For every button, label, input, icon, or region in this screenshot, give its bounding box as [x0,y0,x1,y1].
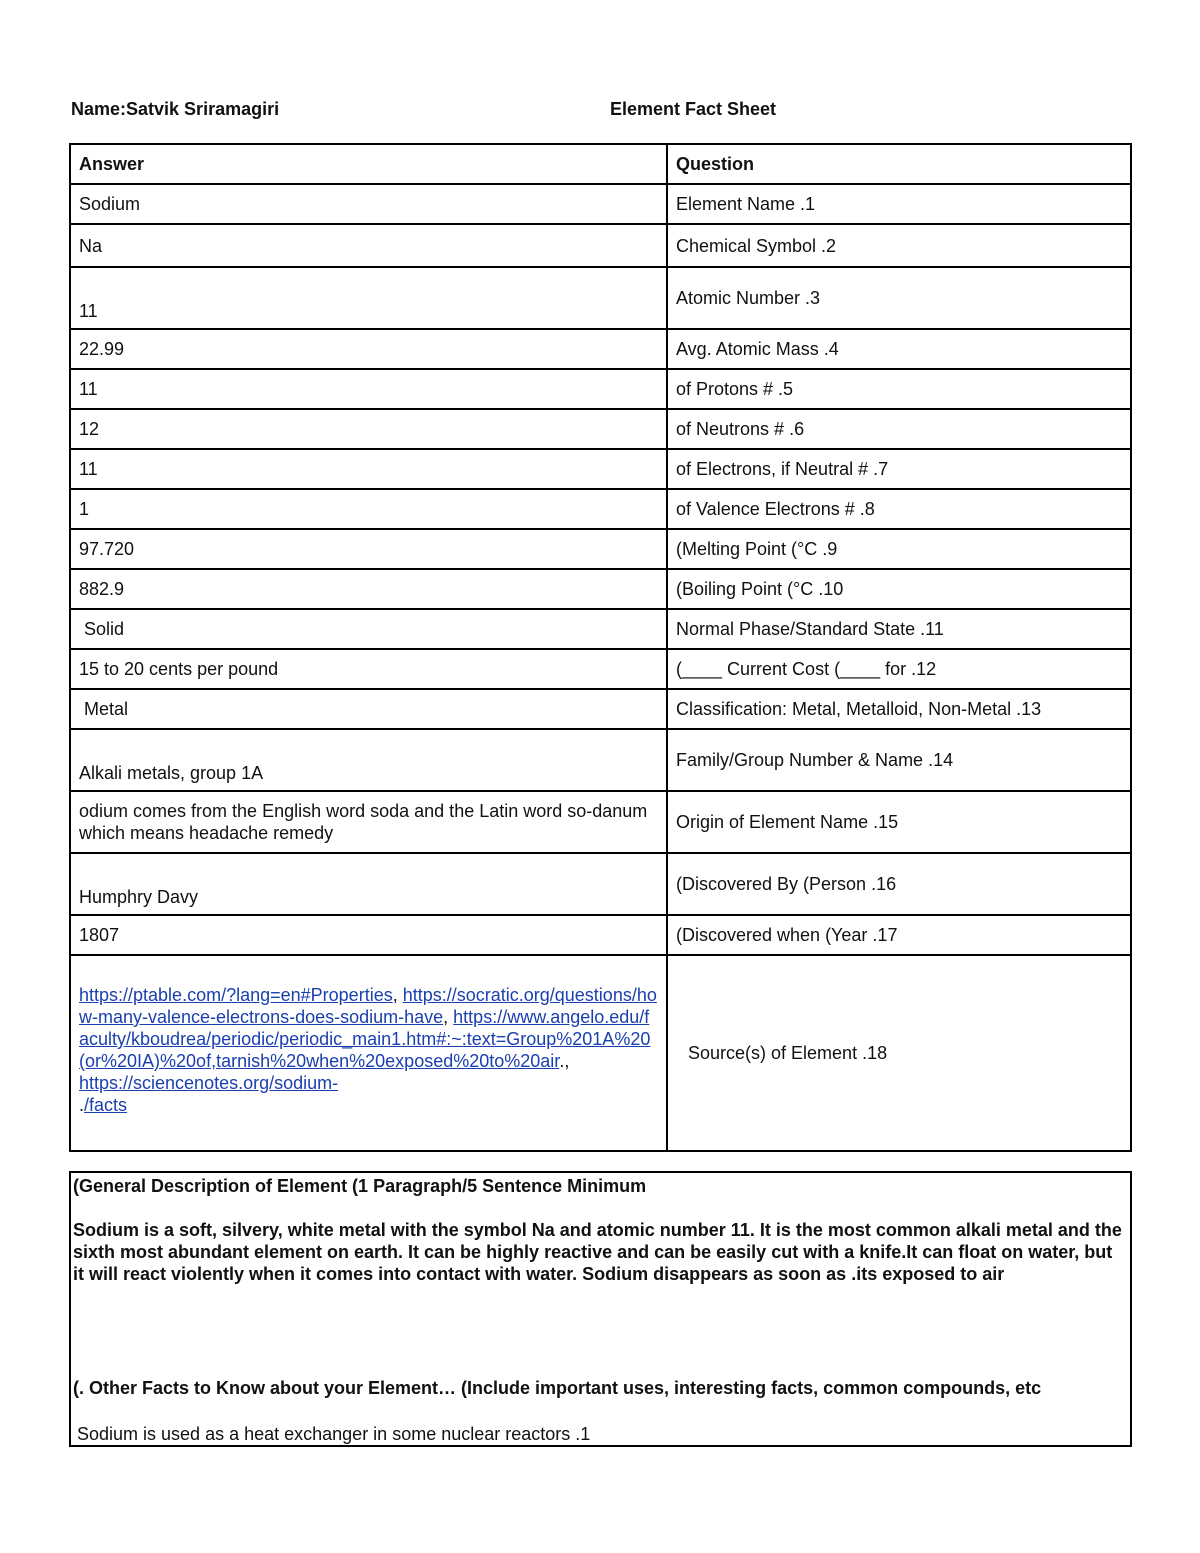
description-heading: (General Description of Element (1 Paragraph/5 Sentence Minimum [73,1176,647,1196]
table-row [70,609,1131,649]
table-row [70,184,1131,224]
answer-cell: 1 [70,489,667,529]
table-row [70,489,1131,529]
question-cell: Family/Group Number & Name .14 [667,729,1131,791]
table-row [70,409,1131,449]
table-row [70,853,1131,915]
answer-cell: 15 to 20 cents per pound [70,649,667,689]
answer-cell: 22.99 [70,329,667,369]
question-cell: (Melting Point (°C .9 [667,529,1131,569]
table-row [70,729,1131,791]
table-row [70,329,1131,369]
other-fact-item: Sodium is used as a heat exchanger in some nuclear reactors .1 [77,1424,591,1444]
question-cell: Source(s) of Element .18 [667,955,1131,1151]
question-cell: Classification: Metal, Metalloid, Non-Metal .13 [667,689,1131,729]
question-cell: (____ Current Cost (____ for .12 [667,649,1131,689]
answer-cell: 882.9 [70,569,667,609]
answer-cell: 11 [70,449,667,489]
table-row [70,369,1131,409]
question-cell: Normal Phase/Standard State .11 [667,609,1131,649]
question-cell: (Discovered when (Year .17 [667,915,1131,955]
answer-cell: 11 [70,369,667,409]
page-title: Element Fact Sheet [610,99,777,119]
answer-cell: Alkali metals, group 1A [70,729,667,791]
question-cell: (Discovered By (Person .16 [667,853,1131,915]
other-facts-heading: (. Other Facts to Know about your Element… (Include important uses, interesting facts, common compounds, etc [73,1378,1042,1398]
question-cell: Chemical Symbol .2 [667,224,1131,267]
table-row [70,569,1131,609]
fact-table [69,143,1132,1152]
answer-cell: 12 [70,409,667,449]
question-cell: Origin of Element Name .15 [667,791,1131,853]
answer-cell: 1807 [70,915,667,955]
question-cell: of Valence Electrons # .8 [667,489,1131,529]
question-cell: Avg. Atomic Mass .4 [667,329,1131,369]
source-link[interactable]: https://ptable.com/?lang=en#Properties [79,985,393,1005]
answer-cell: Solid [70,609,667,649]
answer-cell: Metal [70,689,667,729]
question-cell: of Electrons, if Neutral # .7 [667,449,1131,489]
table-row [70,649,1131,689]
answer-cell: Humphry Davy [70,853,667,915]
description-box [69,1171,1132,1447]
source-link[interactable]: https://www.angelo.edu/faculty/kboudrea/periodic/periodic_main1.htm#:~:text=Group%201A%20(or%20IA)%20of,tarnish%20when%20exposed%20to%20air [79,1007,651,1071]
question-column-header: Question [667,144,1131,184]
table-row [70,224,1131,267]
source-link[interactable]: /facts [84,1095,128,1115]
answer-cell: odium comes from the English word soda and the Latin word so-danum which means headache remedy [70,791,667,853]
table-row [70,529,1131,569]
source-link[interactable]: https://sciencenotes.org/sodium- [79,1073,339,1093]
answer-column-header: Answer [70,144,667,184]
table-row [70,791,1131,853]
answer-cell: 97.720 [70,529,667,569]
table-row [70,915,1131,955]
source-link[interactable]: https://socratic.org/questions/how-many-valence-electrons-does-sodium-have [79,985,657,1027]
question-cell: of Protons # .5 [667,369,1131,409]
table-header-row [70,144,1131,184]
question-cell: Atomic Number .3 [667,267,1131,329]
answer-cell: Sodium [70,184,667,224]
student-name: Name:Satvik Sriramagiri [71,99,280,119]
table-row [70,689,1131,729]
table-row [70,267,1131,329]
question-cell: Element Name .1 [667,184,1131,224]
question-cell: (Boiling Point (°C .10 [667,569,1131,609]
answer-cell: 11 [70,267,667,329]
answer-cell: Na [70,224,667,267]
description-text: Sodium is a soft, silvery, white metal with the symbol Na and atomic number 11. It is the most common alkali metal and the sixth most abundant element on earth. It can be highly reactive and can be easily cut with a knife.It can float on water, but it will react violently when it comes into contact with water. Sodium disappears as soon as .its exposed to air [73,1220,1122,1284]
sources-cell: https://ptable.com/?lang=en#Properties, https://socratic.org/questions/how-many-valence-electrons-does-sodium-have, https://www.angelo.edu/faculty/kboudrea/periodic/periodic_main1.htm#:~:text=Group%201A%20(or%20IA)%20of,tarnish%20when%20exposed%20to%20air., https://sciencenotes.org/sodium- ./facts [70,955,667,1151]
table-row [70,449,1131,489]
sources-row [70,955,1131,1151]
question-cell: of Neutrons # .6 [667,409,1131,449]
